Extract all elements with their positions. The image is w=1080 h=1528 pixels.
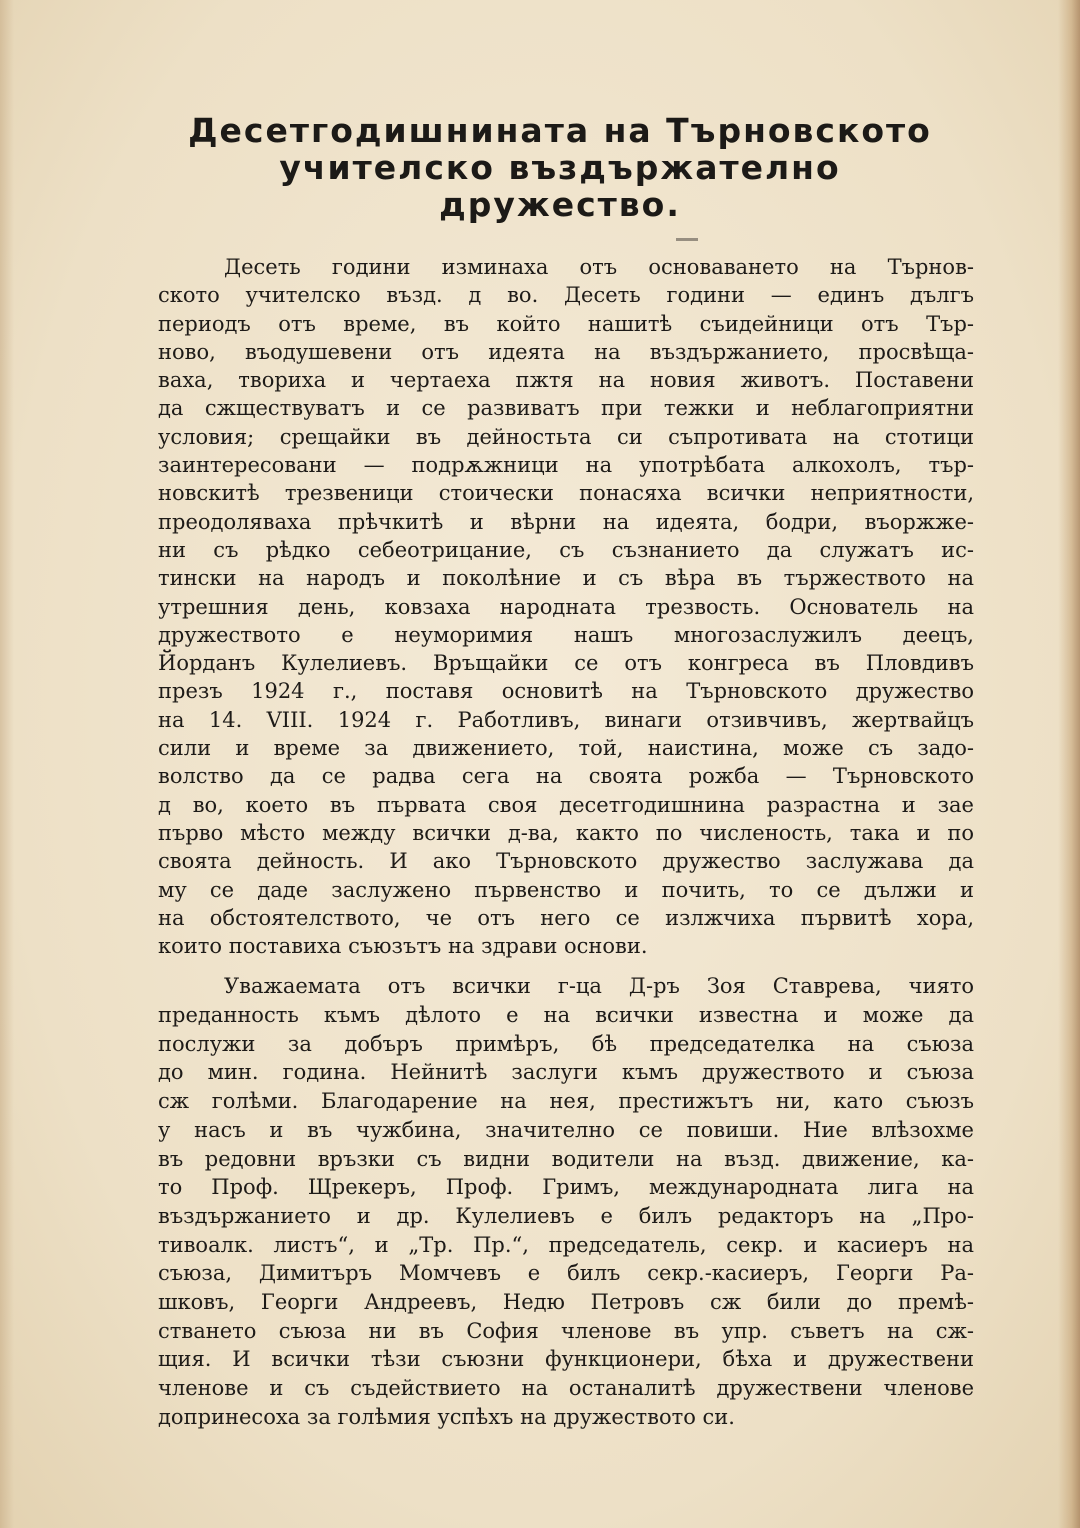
text-line: тински на народъ и поколѣние и съ вѣра въ тържеството на (158, 566, 974, 591)
title-separator (676, 238, 698, 241)
text-line: сили и време за движението, той, наистина, може съ задо- (158, 736, 974, 761)
text-line: въ редовни връзки съ видни водители на възд. движение, ка- (158, 1146, 974, 1171)
title-line: Десетгодишнината на Търновското (188, 111, 932, 150)
text-line: дружеството е неуморимия нашъ многозаслужилъ деецъ, (158, 622, 974, 647)
title-line: дружество. (439, 185, 681, 224)
text-line: д во, което въ първата своя десетгодишнина разрастна и зае (158, 792, 974, 817)
text-line: които поставиха съюзътъ на здрави основи. (158, 934, 648, 959)
text-line: на обстоятелството, че отъ него се излжчиха първитѣ хора, (158, 905, 974, 930)
text-line: ни съ рѣдко себеотрицание, съ съзнанието да служатъ ис- (158, 537, 974, 562)
text-line: заинтересовани — подрѫжници на употрѣбата алкохолъ, тър- (158, 453, 974, 478)
text-line: първо мѣсто между всички д-ва, както по численость, така и по (158, 820, 974, 845)
text-line: ското учителско възд. д во. Десеть години — единъ дългъ (158, 283, 974, 308)
text-line: волство да се радва сега на своята рожба — Търновското (158, 764, 974, 789)
paragraph (158, 253, 974, 960)
text-line: преодоляваха прѣчкитѣ и вѣрни на идеята, бодри, въоржже- (158, 509, 974, 534)
text-line: до мин. година. Нейнитѣ заслуги къмъ дружеството и съюза (158, 1060, 974, 1085)
text-line: послужи за добъръ примѣръ, бѣ председателка на съюза (158, 1031, 974, 1056)
text-line: сж голѣми. Благодарение на нея, престижътъ ни, като съюзъ (158, 1089, 974, 1114)
text-line: условия; срещайки въ дейностьта си съпротивата на стотици (158, 424, 974, 449)
text-line: ваха, твориха и чертаеха пжтя на новия животъ. Поставени (158, 368, 974, 393)
paragraph (158, 972, 974, 1431)
article-body (158, 253, 974, 1431)
text-line: то Проф. Щрекеръ, Проф. Гримъ, международната лига на (158, 1175, 974, 1200)
text-line: да сжществуватъ и се развиватъ при тежки и неблагоприятни (158, 396, 974, 421)
text-line: членове и съ съдействието на останалитѣ дружествени членове (158, 1376, 974, 1401)
text-line: съюза, Димитъръ Момчевъ е билъ секр.-касиеръ, Георги Ра- (158, 1261, 974, 1286)
text-line: своята дейность. И ако Търновското дружество заслужава да (158, 849, 974, 874)
paper-edge-left (0, 0, 14, 1528)
text-line: Уважаемата отъ всички г-ца Д-ръ Зоя Ставрева, чиято (224, 974, 974, 999)
text-line: ново, въодушевени отъ идеята на въздържанието, просвѣща- (158, 339, 974, 364)
text-line: въздържанието и др. Кулелиевъ е билъ редакторъ на „Про- (158, 1203, 974, 1228)
text-line: допринесоха за голѣмия успѣхъ на дружеството си. (158, 1404, 735, 1429)
text-line: периодъ отъ време, въ който нашитѣ съидейници отъ Тър- (158, 311, 974, 336)
text-line: утрешния день, ковзаха народната трезвость. Основатель на (158, 594, 974, 619)
text-line: новскитѣ трезвеници стоически понасяха всички неприятности, (158, 481, 974, 506)
text-line: тивоалк. листъ“, и „Тр. Пр.“, председатель, секр. и касиеръ на (158, 1232, 974, 1257)
title-line: учителско въздържателно (279, 148, 841, 187)
text-line: у насъ и въ чужбина, значително се повиши. Ние влѣзохме (158, 1117, 974, 1142)
text-line: му се даде заслужено първенство и почить, то се дължи и (158, 877, 974, 902)
text-line: шковъ, Георги Андреевъ, Недю Петровъ сж били до премѣ- (158, 1289, 974, 1314)
text-line: презъ 1924 г., поставя основитѣ на Търновското дружество (158, 679, 974, 704)
text-line: преданность къмъ дѣлото е на всички известна и може да (158, 1003, 974, 1028)
text-line: на 14. VIII. 1924 г. Работливъ, винаги отзивчивъ, жертвайцъ (158, 707, 974, 732)
article-title (130, 112, 990, 223)
text-line: Десеть години изминаха отъ основаването на Търнов- (224, 255, 974, 279)
text-line: стването съюза ни въ София членове въ упр. съветъ на сж- (158, 1318, 974, 1343)
text-line: Йорданъ Кулелиевъ. Връщайки се отъ конгреса въ Пловдивъ (158, 651, 974, 676)
text-line: щия. И всички тѣзи съюзни функционери, бѣха и дружествени (158, 1347, 974, 1372)
paper-edge-right (1058, 0, 1080, 1528)
